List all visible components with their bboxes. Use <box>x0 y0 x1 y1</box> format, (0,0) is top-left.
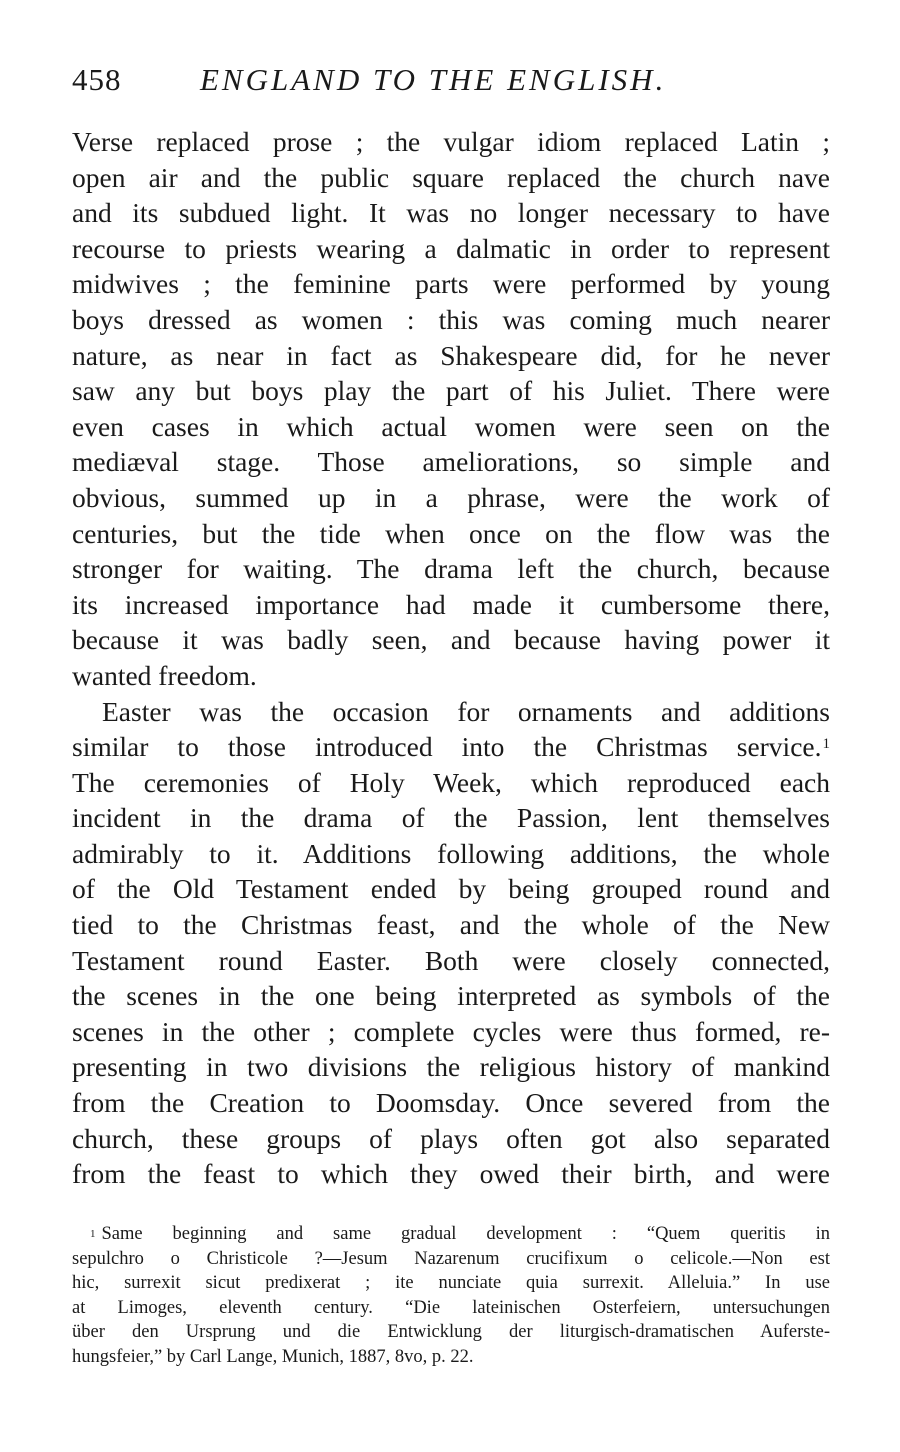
text-line: the scenes in the one being interpreted as symbols of the <box>72 980 830 1012</box>
text-line: even cases in which actual women were seen on the <box>72 410 830 442</box>
text-line: recourse to priests wearing a dalmatic in order to represent <box>72 232 830 264</box>
text-line: from the Creation to Doomsday. Once severed from the <box>72 1087 830 1119</box>
footnote-line: über den Ursprung und die Entwicklung der liturgisch-dramatischen Auferste- <box>72 1322 830 1343</box>
text-line: nature, as near in fact as Shakespeare did, for he never <box>72 339 830 371</box>
footnote-marker: 1 <box>90 1228 96 1240</box>
text-line: from the feast to which they owed their birth, and were <box>72 1158 830 1190</box>
text-line: church, these groups of plays often got also separated <box>72 1122 830 1154</box>
text-line: boys dressed as women : this was coming much nearer <box>72 303 830 335</box>
footnote-text: Same beginning and same gradual development : “Quem queritis in <box>101 1224 830 1244</box>
text-line: scenes in the other ; complete cycles were thus formed, re- <box>72 1015 830 1047</box>
footnote-line: hic, surrexit sicut predixerat ; ite nunciate quia surrexit. Alleluia.” In use <box>72 1273 830 1294</box>
text-line: Testament round Easter. Both were closely connected, <box>72 944 830 976</box>
text-line: presenting in two divisions the religious history of mankind <box>72 1051 830 1083</box>
text-fragment: similar to those introduced into the Christmas service. <box>72 731 822 763</box>
text-line-with-footnote <box>72 729 830 765</box>
text-line: centuries, but the tide when once on the flow was the <box>72 517 830 549</box>
footnote-line: hungsfeier,” by Carl Lange, Munich, 1887, 8vo, p. 22. <box>72 1346 474 1367</box>
paragraph-first-line: Easter was the occasion for ornaments and additions <box>102 695 830 727</box>
text-line: and its subdued light. It was no longer necessary to have <box>72 197 830 229</box>
text-line: its increased importance had made it cumbersome there, <box>72 588 830 620</box>
text-line: admirably to it. Additions following additions, the whole <box>72 837 830 869</box>
text-line: obvious, summed up in a phrase, were the work of <box>72 481 830 513</box>
footnote-line: sepulchro o Christicole ?—Jesum Nazarenum crucifixum o celicole.—Non est <box>72 1248 830 1269</box>
text-line: wanted freedom. <box>72 659 257 691</box>
text-line: midwives ; the feminine parts were performed by young <box>72 268 830 300</box>
page-number: 458 <box>72 62 122 97</box>
text-line: tied to the Christmas feast, and the whole of the New <box>72 909 830 941</box>
text-line: open air and the public square replaced the church nave <box>72 161 830 193</box>
page-header <box>72 62 832 102</box>
footnote-reference[interactable]: 1 <box>822 736 830 753</box>
footnote-first-line <box>72 1222 830 1247</box>
text-line: saw any but boys play the part of his Juliet. There were <box>72 375 830 407</box>
footnote <box>72 1222 830 1370</box>
text-line: mediæval stage. Those ameliorations, so simple and <box>72 446 830 478</box>
running-title: ENGLAND TO THE ENGLISH. <box>200 62 667 97</box>
text-line: incident in the drama of the Passion, lent themselves <box>72 802 830 834</box>
text-line: The ceremonies of Holy Week, which reproduced each <box>72 766 830 798</box>
text-line: Verse replaced prose ; the vulgar idiom replaced Latin ; <box>72 126 830 157</box>
text-line: of the Old Testament ended by being grouped round and <box>72 873 830 905</box>
footnote-line: at Limoges, eleventh century. “Die lateinischen Osterfeiern, untersuchungen <box>72 1297 830 1318</box>
text-line: stronger for waiting. The drama left the church, because <box>72 553 830 585</box>
body-text <box>72 124 830 1192</box>
text-line: because it was badly seen, and because having power it <box>72 624 830 656</box>
